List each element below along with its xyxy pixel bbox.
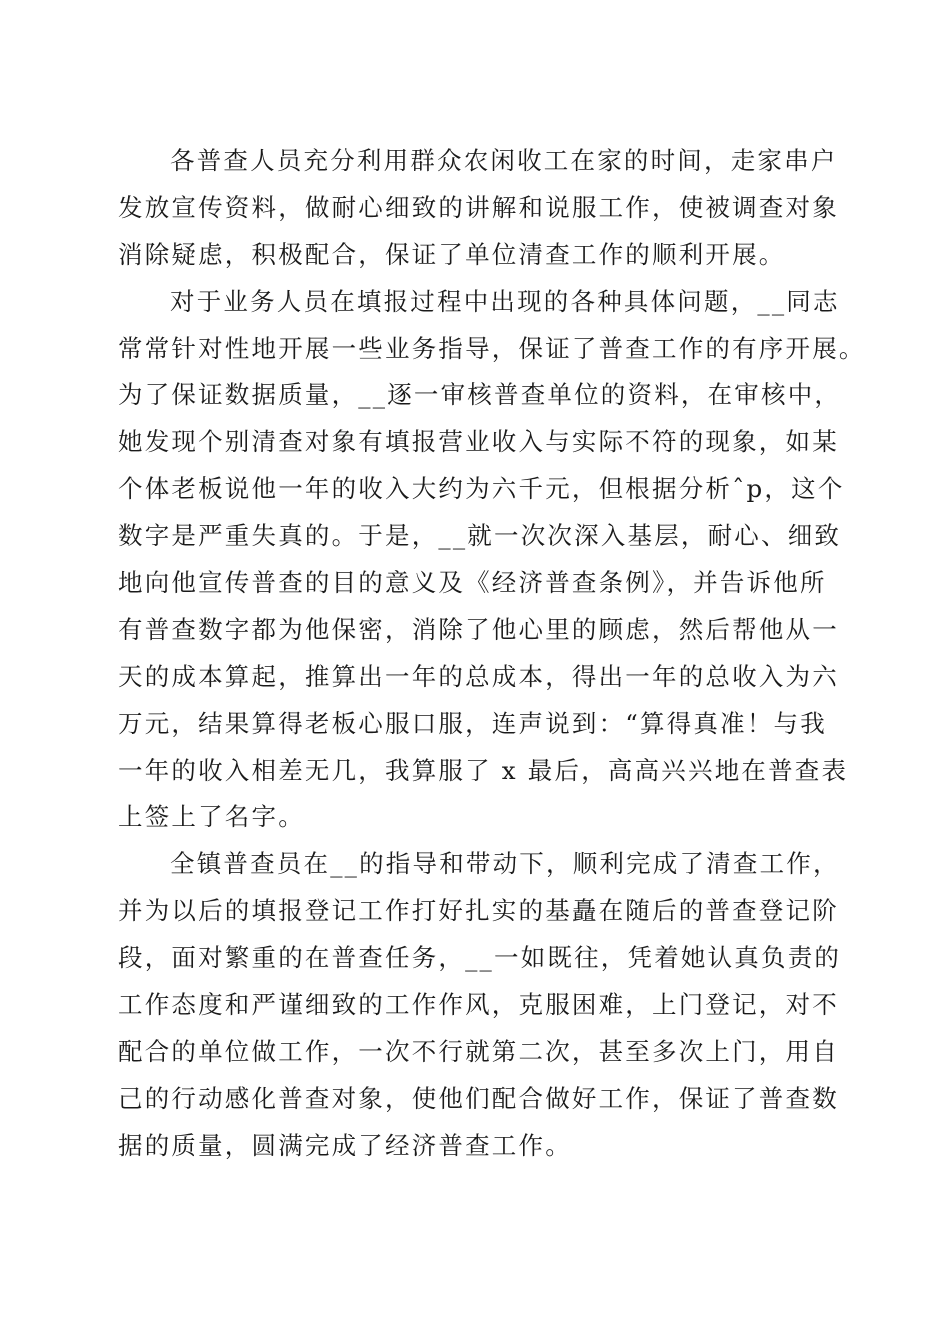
- text-line: 各普查人员充分利用群众农闲收工在家的时间，走家串户: [170, 146, 838, 175]
- text-line: 对于业务人员在填报过程中出现的各种具体问题，__同志: [170, 286, 840, 316]
- text-line: 数字是严重失真的。于是，__就一次次深入基层，耐心、细致: [118, 521, 842, 551]
- text-line: 有普查数字都为他保密，消除了他心里的顾虑，然后帮他从一: [118, 614, 839, 644]
- text-line: 段，面对繁重的在普查任务，__一如既往，凭着她认真负责的: [118, 943, 842, 973]
- text-line: 上签上了名字。: [118, 802, 305, 832]
- text-line: 配合的单位做工作，一次不行就第二次，甚至多次上门，用自: [118, 1036, 839, 1066]
- text-line: 地向他宣传普查的目的意义及《经济普查条例》，并告诉他所: [118, 568, 827, 598]
- text-line: 一年的收入相差无几，我算服了 x 最后，高高兴兴地在普查表: [118, 755, 849, 785]
- paragraph-1: [118, 138, 838, 279]
- text-line: 万元，结果算得老板心服口服，连声说到：“算得真准！与我: [118, 708, 827, 738]
- paragraph-3: [118, 841, 842, 1169]
- text-line: 并为以后的填报登记工作打好扎实的基矗在随后的普查登记阶: [118, 896, 839, 926]
- paragraph-2: [118, 279, 866, 842]
- text-line: 为了保证数据质量，__逐一审核普查单位的资料，在审核中，: [118, 380, 842, 410]
- text-line: 发放宣传资料，做耐心细致的讲解和说服工作，使被调查对象: [118, 192, 839, 222]
- text-line: 消除疑虑，积极配合，保证了单位清查工作的顺利开展。: [118, 239, 786, 269]
- text-line: 天的成本算起，推算出一年的总成本，得出一年的总收入为六: [118, 661, 839, 691]
- text-line: 全镇普查员在__的指导和带动下，顺利完成了清查工作，: [170, 849, 840, 879]
- text-line: 她发现个别清查对象有填报营业收入与实际不符的现象，如某: [118, 427, 839, 457]
- text-line: 据的质量，圆满完成了经济普查工作。: [118, 1130, 572, 1160]
- text-line: 常常针对性地开展一些业务指导，保证了普查工作的有序开展。: [118, 333, 866, 363]
- text-line: 己的行动感化普查对象，使他们配合做好工作，保证了普查数: [118, 1083, 839, 1113]
- text-line: 个体老板说他一年的收入大约为六千元，但根据分析ˆp，这个: [118, 474, 845, 504]
- document-body: [118, 138, 866, 1170]
- text-line: 工作态度和严谨细致的工作作风，克服困难，上门登记，对不: [118, 990, 839, 1020]
